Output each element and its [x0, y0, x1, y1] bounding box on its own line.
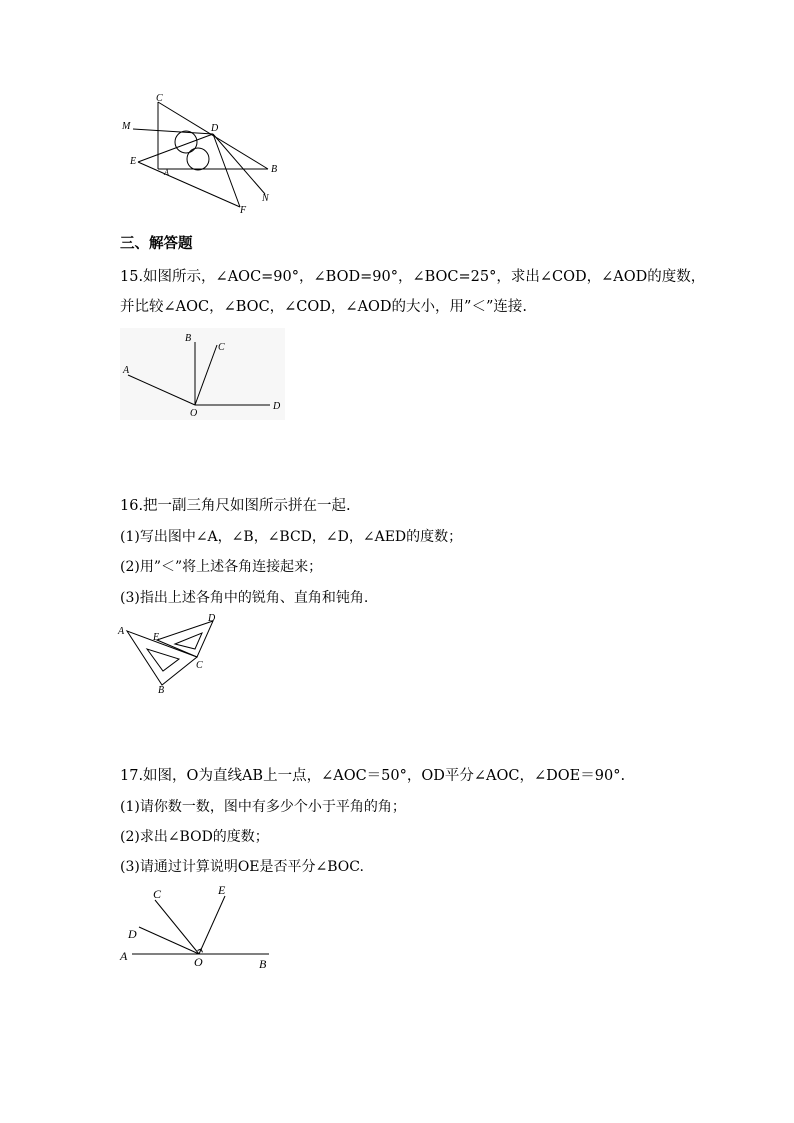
ray-oc: [155, 900, 199, 954]
label-e: E: [153, 632, 160, 643]
angle-arc-1: [175, 131, 197, 153]
label-b: B: [158, 685, 165, 696]
label-e: E: [130, 156, 137, 167]
label-e: E: [218, 883, 226, 897]
label-c: C: [196, 660, 203, 671]
label-b: B: [185, 333, 192, 344]
label-o: O: [194, 955, 203, 969]
set-square-large-inner: [147, 649, 179, 671]
label-d: D: [211, 123, 219, 134]
q17-line-1: 17.如图，O为直线AB上一点，∠AOC＝50°，OD平分∠AOC，∠DOE＝90°.: [120, 768, 626, 784]
label-c: C: [156, 93, 163, 104]
section-heading: 三、解答题: [120, 236, 193, 252]
figure-q14-drawing: [118, 92, 288, 217]
label-o: O: [190, 408, 198, 419]
q16-line-2: (1)写出图中∠A，∠B，∠BCD，∠D，∠AED的度数；: [120, 529, 463, 545]
figure-q15-drawing: [120, 328, 285, 420]
figure-q17-drawing: [117, 880, 282, 975]
label-n: N: [262, 193, 269, 204]
q17-line-4: (3)请通过计算说明OE是否平分∠BOC.: [120, 859, 364, 875]
q16-line-4: (3)指出上述各角中的锐角、直角和钝角.: [120, 590, 369, 606]
label-b: B: [271, 164, 278, 175]
label-a: A: [120, 949, 128, 963]
label-a: A: [118, 626, 125, 637]
ray-oe: [199, 896, 225, 954]
label-d: D: [273, 401, 281, 412]
label-a: A: [164, 168, 169, 177]
q16-line-1: 16.把一副三角尺如图所示拼在一起.: [120, 498, 351, 514]
label-a: A: [123, 365, 130, 376]
label-c: C: [218, 342, 225, 353]
figure-q17: [117, 880, 282, 975]
q16-line-3: (2)用”＜”将上述各角连接起来；: [120, 559, 323, 575]
ray-od: [139, 927, 199, 954]
line-md: [133, 129, 213, 134]
figure-q16: [117, 613, 227, 698]
angle-arc-2: [187, 148, 209, 170]
figure-q15: [120, 328, 285, 420]
label-f: F: [240, 205, 247, 216]
label-d: D: [208, 613, 216, 624]
figure-q14: [118, 92, 288, 217]
q15-line-1: 15.如图所示，∠AOC=90°，∠BOD=90°，∠BOC=25°，求出∠COD，∠AOD的度数，: [120, 269, 706, 285]
q17-line-3: (2)求出∠BOD的度数；: [120, 829, 269, 845]
label-c: C: [153, 887, 162, 901]
label-d: D: [128, 927, 137, 941]
set-square-small-inner: [175, 633, 202, 649]
set-square-small-outer: [157, 621, 213, 657]
label-m: M: [122, 121, 131, 132]
figure-q16-drawing: [117, 613, 227, 698]
line-df: [213, 134, 240, 207]
label-b: B: [259, 957, 267, 971]
line-cb: [158, 102, 268, 169]
q15-line-2: 并比较∠AOC，∠BOC，∠COD，∠AOD的大小，用”＜”连接.: [120, 299, 527, 315]
figure-q15-background: [120, 328, 285, 420]
q17-line-2: (1)请你数一数，图中有多少个小于平角的角；: [120, 799, 406, 815]
line-dn: [213, 134, 265, 194]
